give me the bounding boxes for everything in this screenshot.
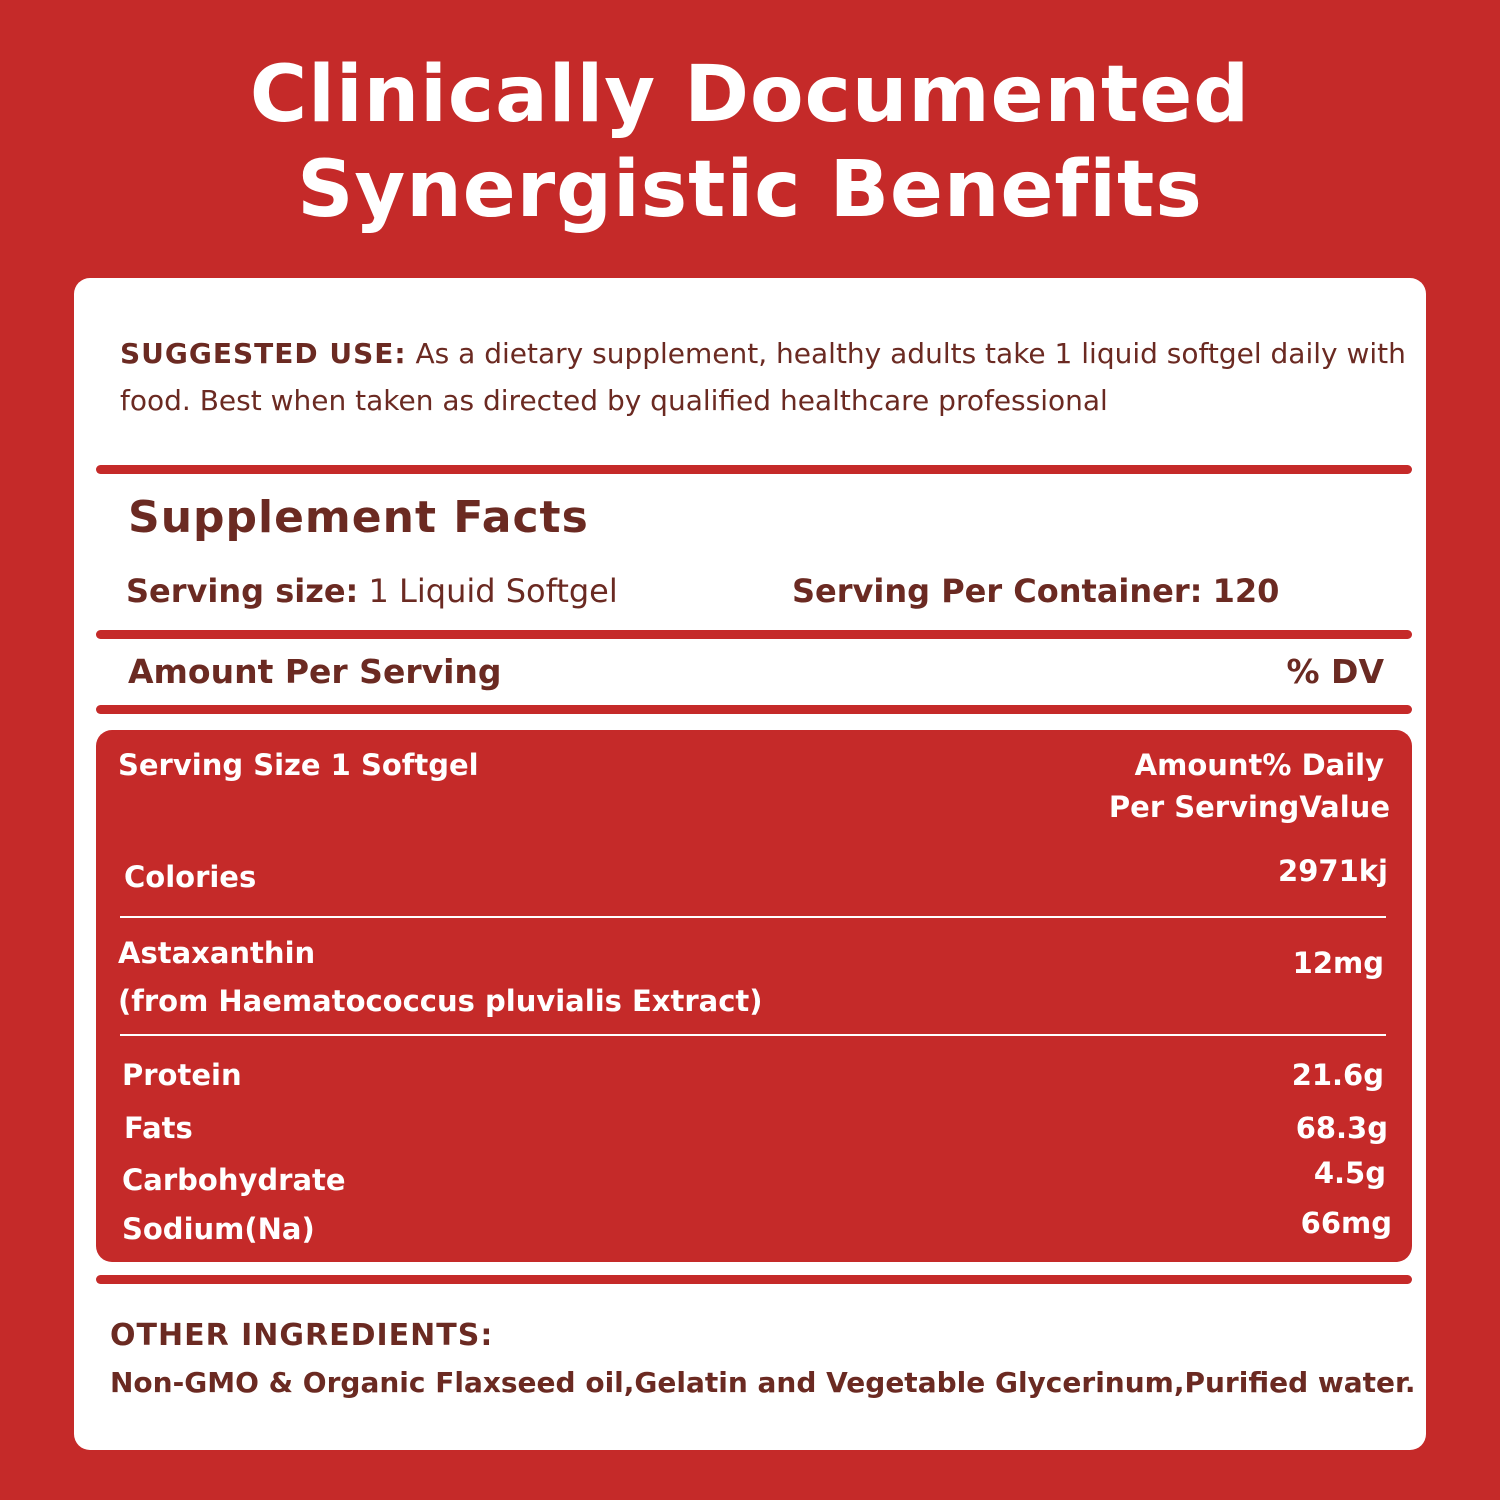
facts-row-value: 68.3g: [1295, 1111, 1388, 1145]
servings-per-container: [792, 572, 1279, 610]
supplement-card: [74, 278, 1426, 1450]
other-ingredients-label: OTHER INGREDIENTS:: [110, 1318, 494, 1353]
facts-row-value: 12mg: [1292, 946, 1384, 980]
facts-row-name: Fats: [124, 1111, 193, 1145]
facts-row-name: Protein: [122, 1058, 242, 1092]
facts-row-name: Sodium(Na): [122, 1212, 315, 1246]
facts-row-name: Carbohydrate: [122, 1163, 346, 1197]
servings-per-container-label: Serving Per Container:: [792, 572, 1203, 610]
facts-row-subname: (from Haematococcus pluvialis Extract): [118, 984, 763, 1018]
facts-row-value: 4.5g: [1313, 1156, 1386, 1190]
headline: [0, 48, 1500, 238]
facts-row-value: 21.6g: [1291, 1058, 1384, 1092]
headline-line-1: Clinically Documented: [249, 50, 1251, 140]
nutrition-facts-table: [96, 730, 1412, 1262]
facts-left-header: Serving Size 1 Softgel: [118, 748, 479, 782]
serving-size-value: 1 Liquid Softgel: [368, 572, 618, 610]
suggested-use-label: SUGGESTED USE:: [120, 337, 407, 370]
facts-row-name: Astaxanthin: [118, 936, 316, 970]
serving-size: [126, 572, 618, 610]
divider-rule: [96, 1275, 1412, 1284]
divider-rule: [96, 465, 1412, 474]
facts-divider: [120, 1034, 1386, 1036]
supplement-facts-title: Supplement Facts: [128, 492, 589, 543]
facts-right-header-line1: Amount% Daily: [1134, 748, 1384, 782]
facts-row-value: 66mg: [1300, 1206, 1392, 1240]
amount-per-serving-header: Amount Per Serving: [128, 652, 502, 691]
headline-line-2: Synergistic Benefits: [297, 145, 1203, 235]
divider-rule: [96, 630, 1412, 639]
suggested-use-text: As a dietary supplement, healthy adults take 1 liquid softgel daily with food. Best when taken as directed by qualified healthcare professional: [120, 337, 1406, 417]
suggested-use: [120, 330, 1410, 424]
serving-size-label: Serving size:: [126, 572, 359, 610]
other-ingredients-text: Non-GMO & Organic Flaxseed oil,Gelatin and Vegetable Glycerinum,Purified water.: [110, 1366, 1416, 1399]
facts-row-value: 2971kj: [1278, 854, 1388, 888]
facts-row-name: Colories: [124, 860, 257, 894]
facts-right-header-line2: Per ServingValue: [1108, 790, 1390, 824]
servings-per-container-value: 120: [1212, 572, 1280, 610]
dv-header: % DV: [1286, 652, 1384, 691]
divider-rule: [96, 705, 1412, 714]
facts-divider: [120, 916, 1386, 918]
